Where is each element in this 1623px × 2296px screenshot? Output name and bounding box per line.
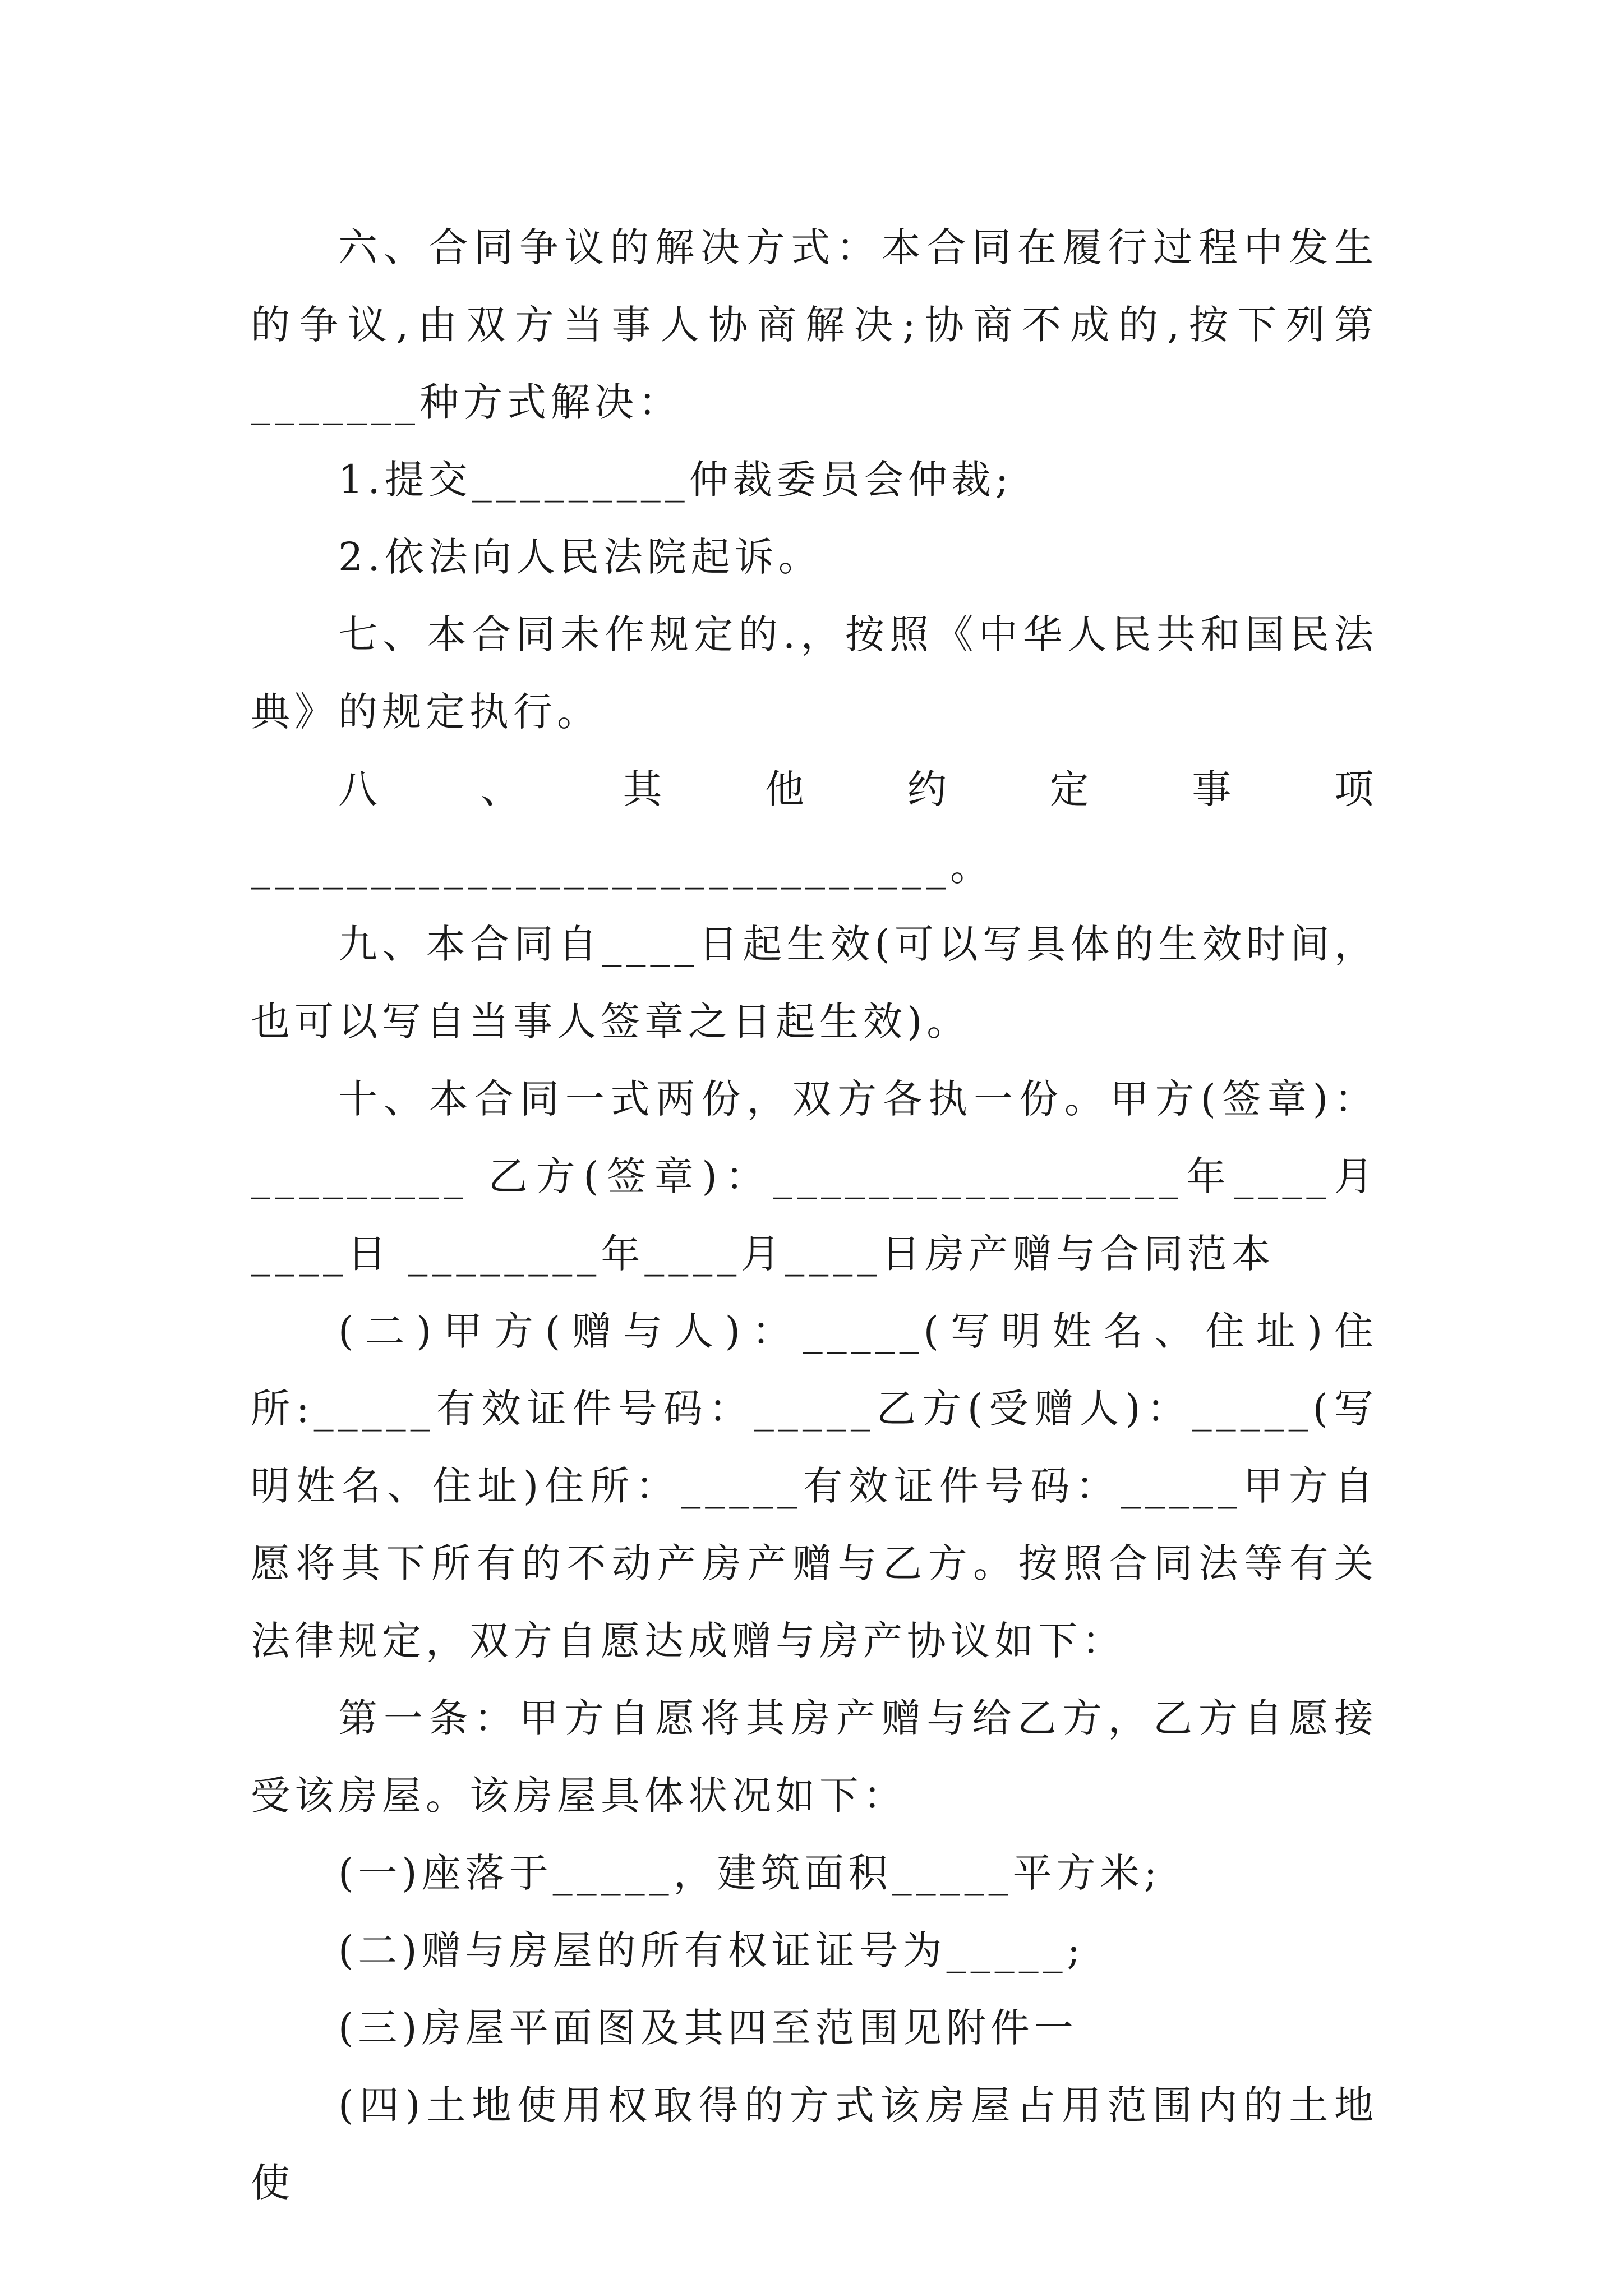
- paragraph-ownership-certificate: (二)赠与房屋的所有权证证号为_____;: [338, 1927, 1085, 1973]
- paragraph-copies-signatures: 十、本合同一式两份，双方各执一份。甲方(签章)：_________ 乙方(签章)：_________________年____月____日 ________年____月____日房产赠与合同范本: [251, 1076, 1378, 1277]
- paragraph-effective-date: 九、本合同自____日起生效(可以写具体的生效时间，也可以写自当事人签章之日起生效)。: [251, 921, 1378, 1045]
- paragraph-arbitration-option: 1.提交_________仲裁委员会仲裁;: [338, 457, 1013, 503]
- paragraph-dispute-resolution: 六、合同争议的解决方式：本合同在履行过程中发生的争议,由双方当事人协商解决;协商不成的,按下列第_______种方式解决：: [251, 224, 1378, 425]
- paragraph-location-area: (一)座落于_____，建筑面积_____平方米;: [338, 1850, 1162, 1896]
- paragraph-floor-plan: (三)房屋平面图及其四至范围见附件一: [338, 2005, 1078, 2051]
- contract-body: [251, 209, 1378, 2221]
- paragraph-land-use-right: (四)土地使用权取得的方式该房屋占用范围内的土地使: [251, 2082, 1378, 2206]
- paragraph-litigation-option: 2.依法向人民法院起诉。: [338, 534, 822, 580]
- paragraph-other-agreements: 八、其他约定事项_____________________________。: [251, 766, 1378, 890]
- paragraph-article-one: 第一条：甲方自愿将其房产赠与给乙方，乙方自愿接受该房屋。该房屋具体状况如下：: [251, 1695, 1378, 1819]
- paragraph-parties: (二)甲方(赠与人)：_____(写明姓名、住址)住所:_____有效证件号码：_____乙方(受赠人)：_____(写明姓名、住址)住所：_____有效证件号码：_____甲方自愿将其下所有的不动产房产赠与乙方。按照合同法等有关法律规定，双方自愿达成赠与房产协议如下：: [251, 1308, 1378, 1664]
- paragraph-unspecified-matters: 七、本合同未作规定的.，按照《中华人民共和国民法典》的规定执行。: [251, 611, 1378, 735]
